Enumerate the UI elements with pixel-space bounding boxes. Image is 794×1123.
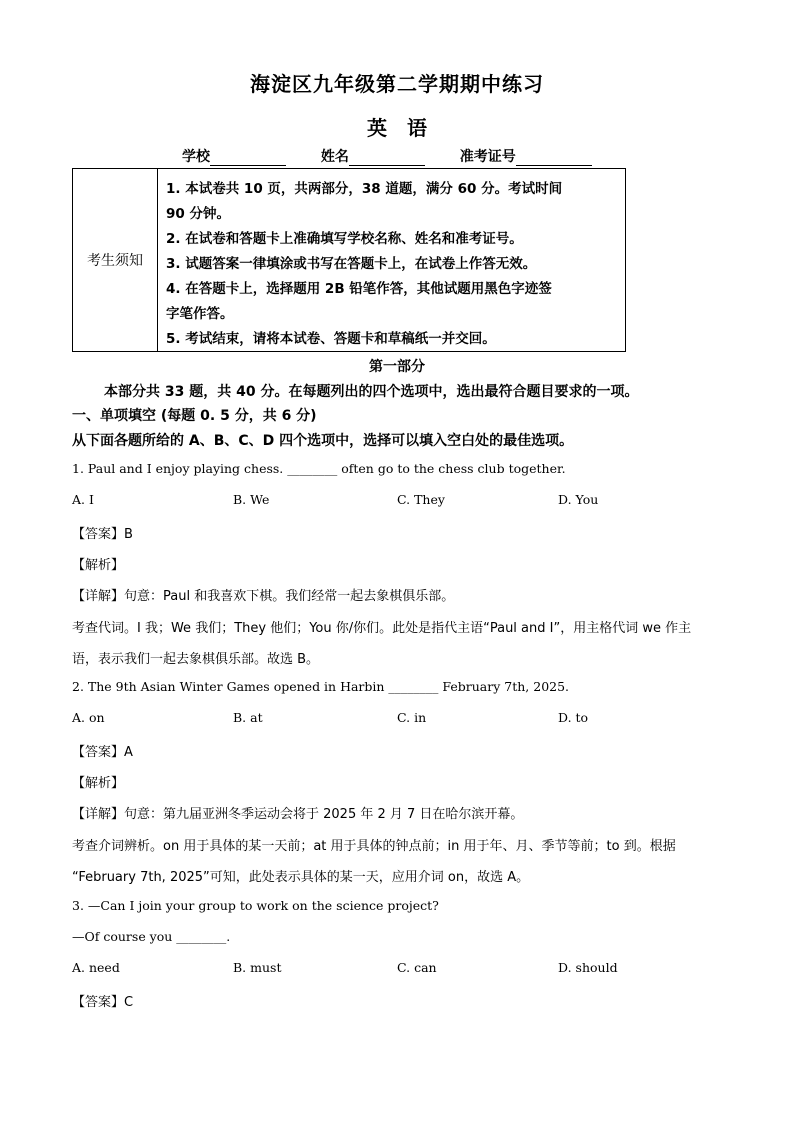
notice-item: 90 分钟。 [166, 206, 230, 222]
question-2-answer [72, 741, 133, 760]
question-2-option-a: A. on [72, 710, 105, 725]
answer-value: A [124, 745, 133, 760]
answer-label: 【答案】 [72, 995, 125, 1010]
question-3-stem: 3. —Can I join your group to work on the science project? [72, 898, 439, 913]
candidate-notice-box [72, 168, 626, 352]
question-3-option-b: B. must [233, 960, 282, 975]
part-one-title: 第一部分 [369, 359, 425, 375]
question-1-stem: 1. Paul and I enjoy playing chess. ________ often go to the chess club together. [72, 461, 566, 476]
question-1-detail-1: 【详解】句意：Paul 和我喜欢下棋。我们经常一起去象棋俱乐部。 [72, 589, 455, 604]
question-2-detail-1: 【详解】句意：第九届亚洲冬季运动会将于 2025 年 2 月 7 日在哈尔滨开幕。 [72, 807, 524, 822]
notice-item: 3. 试题答案一律填涂或书写在答题卡上，在试卷上作答无效。 [166, 256, 537, 272]
subject-char-2: 语 [407, 116, 427, 140]
subject-char-1: 英 [367, 116, 387, 140]
notice-item: 2. 在试卷和答题卡上准确填写学校名称、姓名和准考证号。 [166, 231, 523, 247]
answer-value: B [124, 527, 133, 542]
notice-item: 字笔作答。 [166, 306, 234, 322]
school-blank [210, 151, 286, 166]
question-2-option-d: D. to [558, 710, 589, 725]
question-1-analysis-label: 【解析】 [72, 558, 125, 573]
question-1-detail-3: 语，表示我们一起去象棋俱乐部。故选 B。 [72, 652, 320, 667]
school-label: 学校 [182, 149, 210, 165]
part-one-intro: 本部分共 33 题，共 40 分。在每题列出的四个选项中，选出最符合题目要求的一项。 [104, 384, 639, 400]
question-3-option-c: C. can [397, 960, 437, 975]
question-2-option-c: C. in [397, 710, 427, 725]
question-3-stem-2: —Of course you ________. [72, 929, 231, 944]
question-2-option-b: B. at [233, 710, 263, 725]
name-label: 姓名 [320, 149, 349, 165]
name-blank [349, 151, 425, 166]
question-2-stem: 2. The 9th Asian Winter Games opened in Harbin ________ February 7th, 2025. [72, 679, 570, 694]
question-2-analysis-label: 【解析】 [72, 776, 125, 791]
notice-item: 4. 在答题卡上，选择题用 2B 铅笔作答，其他试题用黑色字迹签 [166, 281, 552, 297]
answer-label: 【答案】 [72, 745, 125, 760]
exam-no-blank [516, 151, 592, 166]
exam-no-label: 准考证号 [459, 149, 516, 165]
exam-title: 海淀区九年级第二学期期中练习 [250, 72, 544, 96]
student-info-line [182, 146, 622, 166]
section-title: 一、单项填空 (每题 0. 5 分，共 6 分) [72, 408, 317, 424]
question-1-option-b: B. We [233, 492, 270, 507]
question-2-detail-2: 考查介词辨析。on 用于具体的某一天前；at 用于具体的钟点前；in 用于年、月、季节等前；to 到。根据 [72, 839, 676, 854]
notice-item: 1. 本试卷共 10 页，共两部分，38 道题，满分 60 分。考试时间 [166, 181, 563, 197]
subject-title [0, 112, 794, 141]
question-1-option-c: C. They [397, 492, 445, 507]
answer-value: C [124, 995, 134, 1010]
question-3-option-a: A. need [72, 960, 120, 975]
answer-label: 【答案】 [72, 527, 125, 542]
notice-item: 5. 考试结束，请将本试卷、答题卡和草稿纸一并交回。 [166, 331, 496, 347]
question-1-option-d: D. You [558, 492, 599, 507]
notice-list [158, 169, 625, 351]
question-2-detail-3: “February 7th, 2025”可知，此处表示具体的某一天，应用介词 on，故选 A。 [72, 870, 530, 885]
question-1-option-a: A. I [72, 492, 94, 507]
question-1-answer [72, 523, 133, 542]
question-3-option-d: D. should [558, 960, 618, 975]
question-1-detail-2: 考查代词。I 我；We 我们；They 他们；You 你/你们。此处是指代主语“Paul and I”，用主格代词 we 作主 [72, 621, 692, 636]
notice-heading: 考生须知 [73, 169, 158, 351]
section-instruction: 从下面各题所给的 A、B、C、D 四个选项中，选择可以填入空白处的最佳选项。 [72, 433, 574, 449]
question-3-answer [72, 991, 133, 1010]
